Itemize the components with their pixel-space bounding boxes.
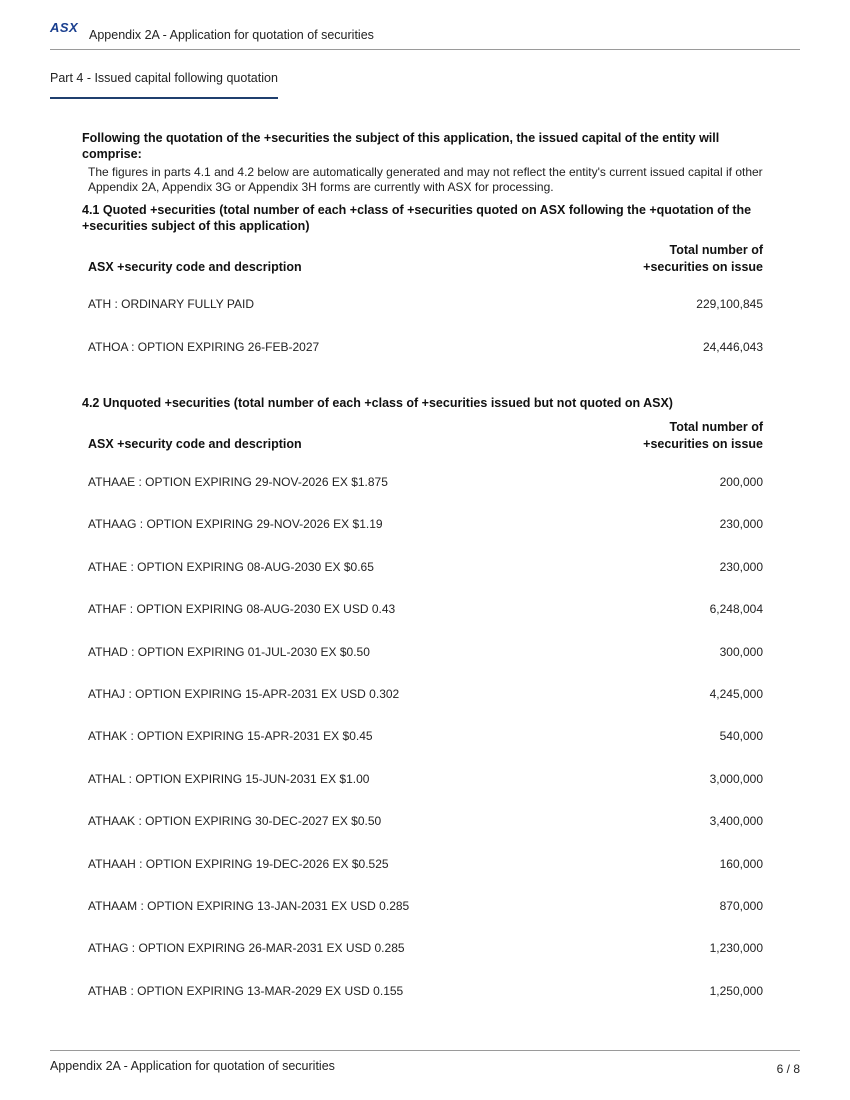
unquoted-col-header-description: ASX +security code and description bbox=[88, 437, 302, 451]
securities-total: 1,250,000 bbox=[709, 983, 763, 998]
securities-total: 870,000 bbox=[719, 899, 763, 913]
security-description: ATHAAM : OPTION EXPIRING 13-JAN-2031 EX USD 0.285 bbox=[88, 899, 410, 913]
table-row bbox=[88, 857, 763, 873]
table-row bbox=[88, 772, 763, 788]
quoted-section-title: 4.1 Quoted +securities (total number of each +class of +securities quoted on ASX following the +quotation of the +securities subject of this application) bbox=[82, 203, 752, 233]
security-description: ATHAAH : OPTION EXPIRING 19-DEC-2026 EX $0.525 bbox=[88, 856, 389, 871]
security-description: ATHAAE : OPTION EXPIRING 29-NOV-2026 EX $1.875 bbox=[88, 475, 388, 489]
table-row bbox=[88, 814, 763, 830]
securities-total: 300,000 bbox=[719, 644, 763, 659]
quoted-col-header-description: ASX +security code and description bbox=[88, 260, 302, 274]
table-row bbox=[88, 297, 763, 313]
security-description: ATHAD : OPTION EXPIRING 01-JUL-2030 EX $0.50 bbox=[88, 644, 370, 659]
security-description: ATHAAK : OPTION EXPIRING 30-DEC-2027 EX $0.50 bbox=[88, 814, 382, 829]
securities-total: 4,245,000 bbox=[709, 687, 763, 701]
unquoted-col-header-total bbox=[643, 419, 763, 453]
table-row bbox=[88, 899, 763, 915]
security-description: ATHAAG : OPTION EXPIRING 29-NOV-2026 EX $1.19 bbox=[88, 517, 383, 532]
quoted-col-header-total-line1: Total number of bbox=[669, 243, 763, 257]
table-row bbox=[88, 517, 763, 533]
table-row bbox=[88, 645, 763, 661]
securities-total: 3,400,000 bbox=[709, 814, 763, 829]
footer-divider bbox=[50, 1050, 800, 1051]
securities-total: 6,248,004 bbox=[709, 602, 763, 617]
security-description: ATHAG : OPTION EXPIRING 26-MAR-2031 EX USD 0.285 bbox=[88, 941, 405, 956]
securities-total: 160,000 bbox=[719, 856, 763, 871]
part-title-underline bbox=[50, 97, 278, 99]
footer-title: Appendix 2A - Application for quotation of securities bbox=[50, 1059, 335, 1073]
security-description: ATHAK : OPTION EXPIRING 15-APR-2031 EX $0.45 bbox=[88, 729, 373, 744]
security-description: ATHAB : OPTION EXPIRING 13-MAR-2029 EX USD 0.155 bbox=[88, 983, 404, 998]
unquoted-section-title: 4.2 Unquoted +securities (total number of each +class of +securities issued but not quoted on ASX) bbox=[82, 396, 673, 410]
quoted-col-header-total-line2: +securities on issue bbox=[643, 260, 763, 274]
security-description: ATHAJ : OPTION EXPIRING 15-APR-2031 EX USD 0.302 bbox=[88, 687, 400, 701]
securities-total: 3,000,000 bbox=[709, 771, 763, 786]
intro-statement: Following the quotation of the +securities the subject of this application, the issued capital of the entity will comprise: bbox=[82, 131, 720, 161]
security-description: ATHAL : OPTION EXPIRING 15-JUN-2031 EX $1.00 bbox=[88, 771, 370, 786]
asx-logo: ASX bbox=[50, 20, 79, 35]
unquoted-col-header-total-line1: Total number of bbox=[669, 420, 763, 434]
table-row bbox=[88, 340, 763, 356]
page-number: 6 / 8 bbox=[776, 1062, 800, 1076]
table-row bbox=[88, 602, 763, 618]
table-row bbox=[88, 560, 763, 576]
part-title: Part 4 - Issued capital following quotation bbox=[50, 71, 278, 85]
securities-total: 1,230,000 bbox=[709, 941, 763, 956]
securities-total: 200,000 bbox=[719, 475, 763, 489]
securities-total: 24,446,043 bbox=[702, 340, 763, 354]
header-title: Appendix 2A - Application for quotation of securities bbox=[89, 28, 374, 42]
security-description: ATHAF : OPTION EXPIRING 08-AUG-2030 EX USD 0.43 bbox=[88, 602, 396, 617]
security-description: ATH : ORDINARY FULLY PAID bbox=[88, 297, 255, 311]
security-description: ATHAE : OPTION EXPIRING 08-AUG-2030 EX $0.65 bbox=[88, 559, 374, 574]
security-description: ATHOA : OPTION EXPIRING 26-FEB-2027 bbox=[88, 340, 320, 354]
table-row bbox=[88, 687, 763, 703]
unquoted-col-header-total-line2: +securities on issue bbox=[643, 437, 763, 451]
securities-total: 230,000 bbox=[719, 517, 763, 532]
table-row bbox=[88, 984, 763, 1000]
table-row bbox=[88, 941, 763, 957]
table-row bbox=[88, 475, 763, 491]
header-divider bbox=[50, 49, 800, 50]
securities-total: 540,000 bbox=[719, 729, 763, 744]
quoted-col-header-total bbox=[643, 242, 763, 276]
intro-note: The figures in parts 4.1 and 4.2 below are automatically generated and may not reflect the entity's current issued capital if other Appendix 2A, Appendix 3G or Appendix 3H forms are currently with ASX for processing. bbox=[88, 165, 763, 194]
table-row bbox=[88, 729, 763, 745]
securities-total: 229,100,845 bbox=[696, 297, 763, 311]
securities-total: 230,000 bbox=[719, 559, 763, 574]
